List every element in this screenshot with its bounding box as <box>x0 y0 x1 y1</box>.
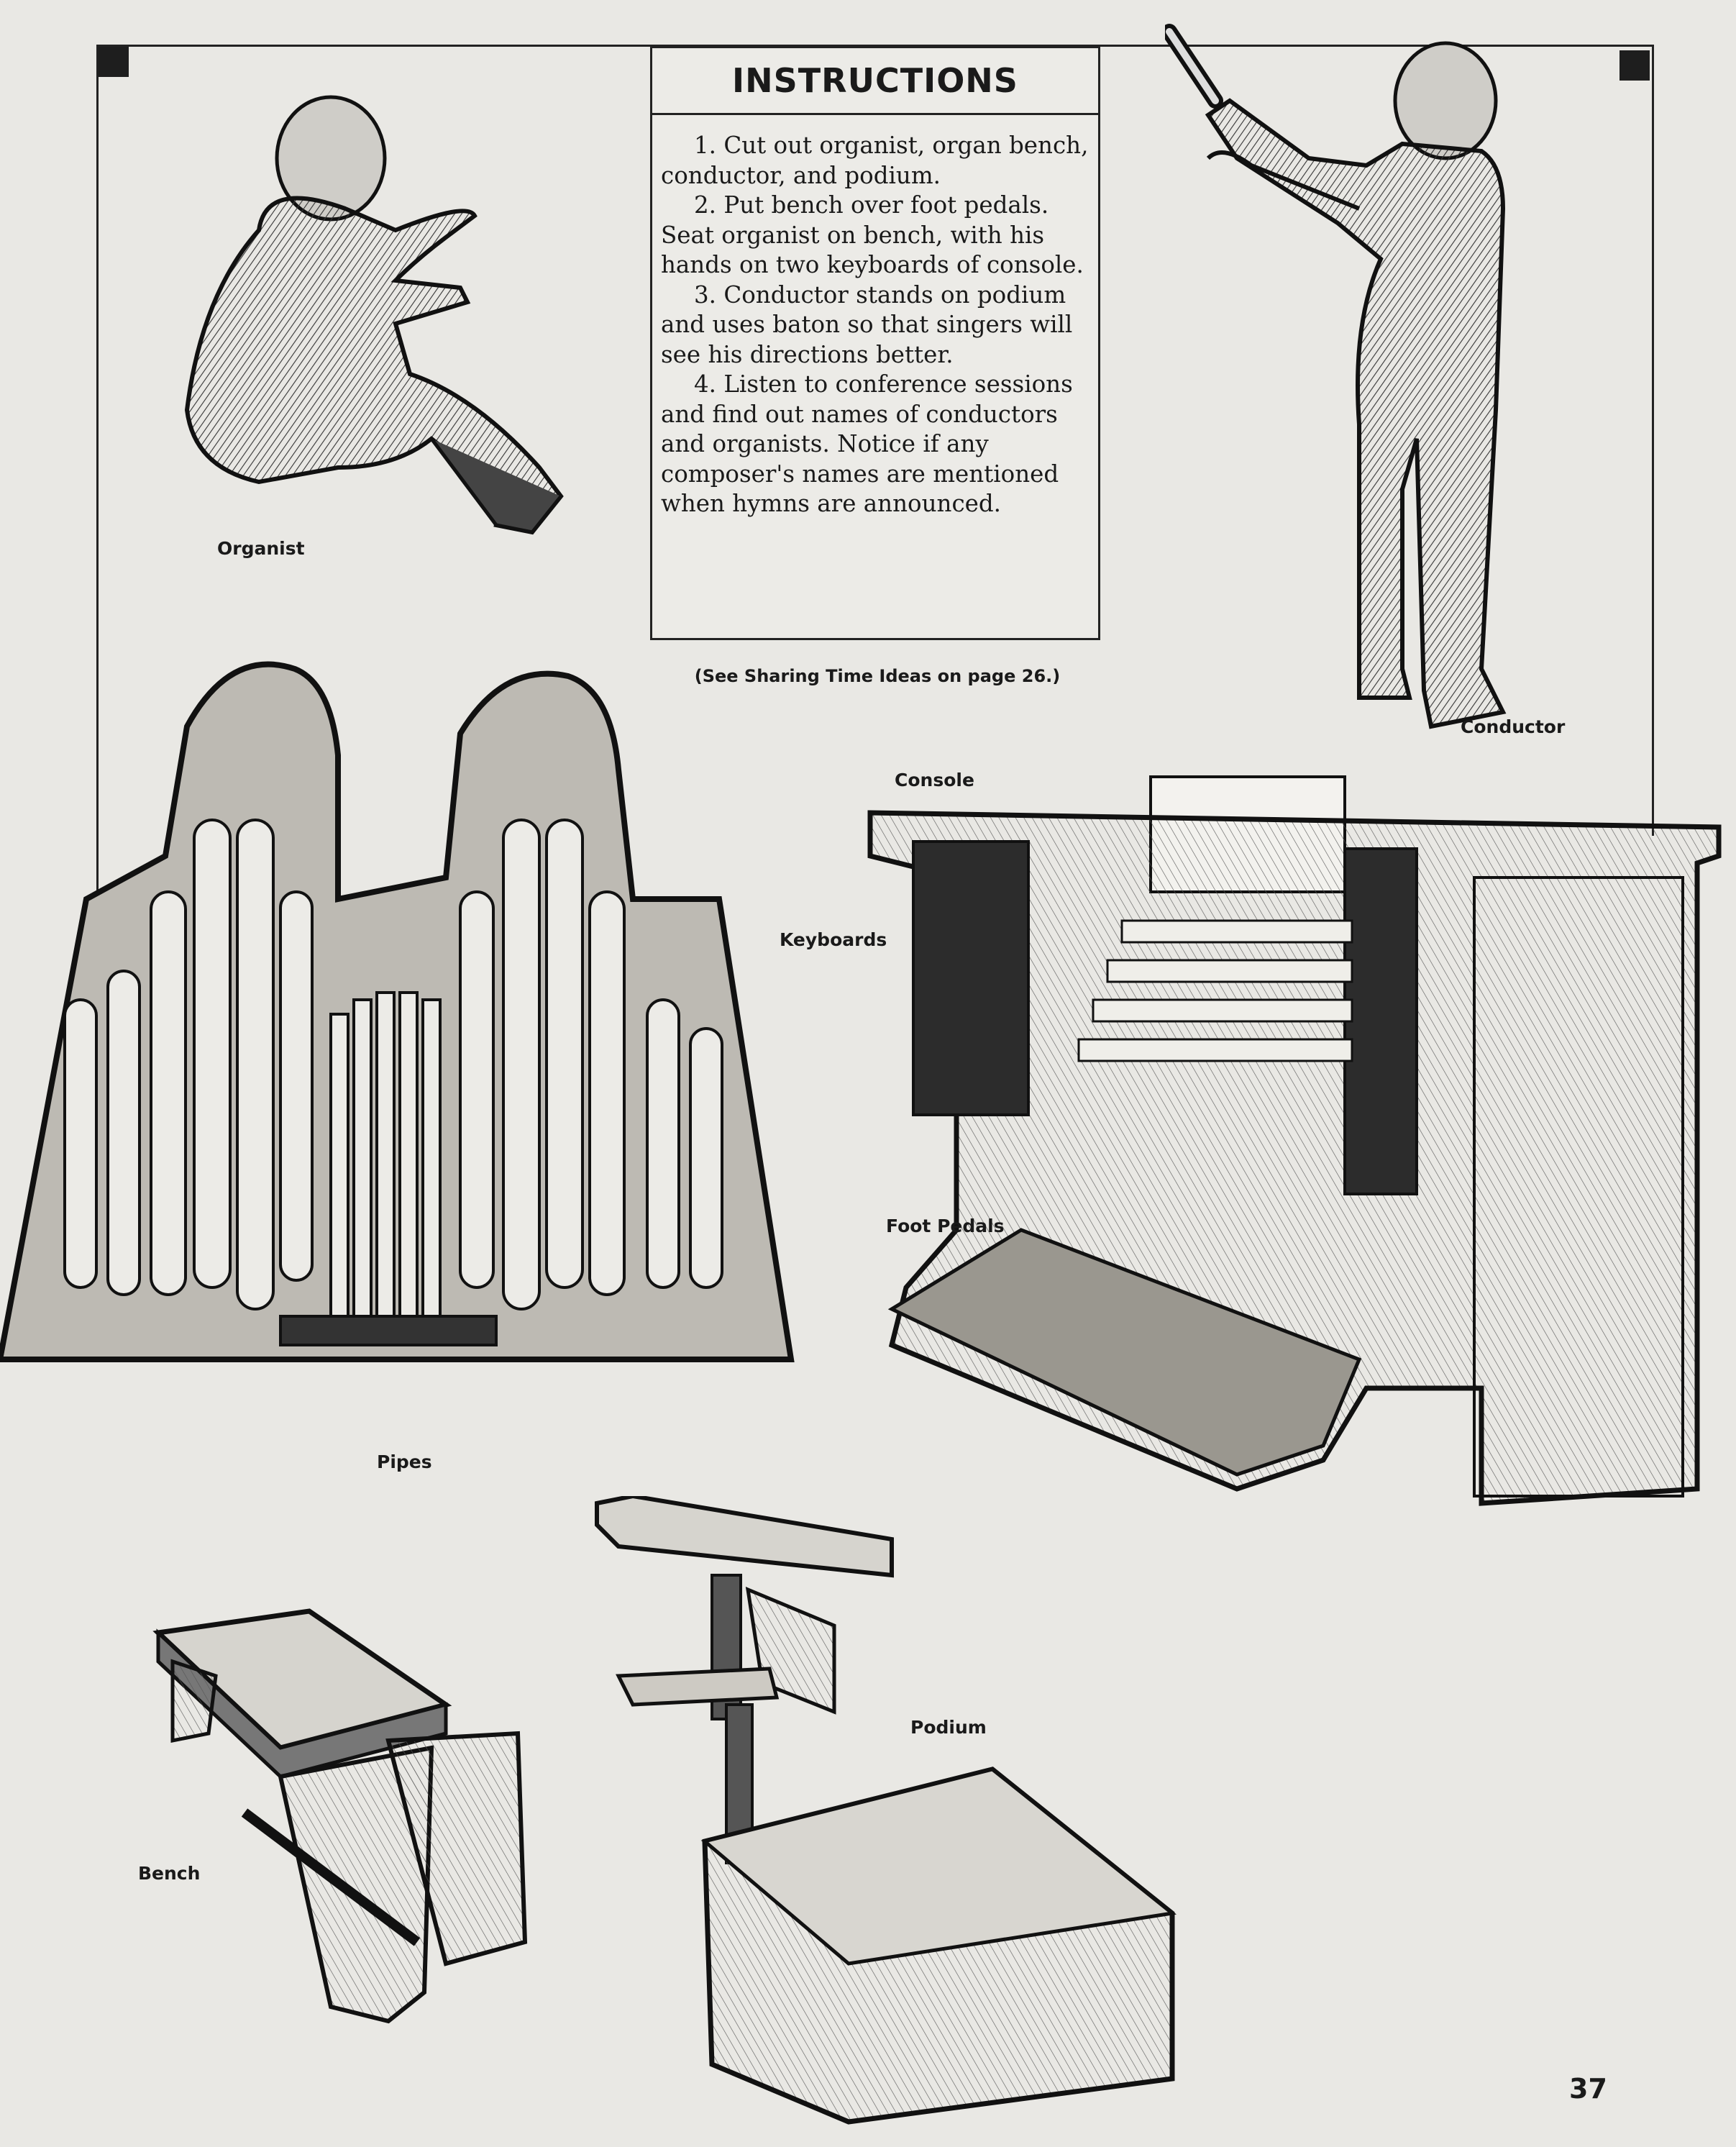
corner-mark-right <box>1619 50 1650 81</box>
instructions-box <box>650 46 1100 640</box>
label-keyboards: Keyboards <box>780 929 887 950</box>
label-console: Console <box>895 770 974 790</box>
sharing-time-note: (See Sharing Time Ideas on page 26.) <box>694 666 1061 686</box>
podium-illustration <box>590 1496 1179 2143</box>
corner-mark-left <box>99 47 129 77</box>
label-foot-pedals: Foot Pedals <box>886 1216 1005 1236</box>
instruction-item: 2. Put bench over foot pedals. Seat organist on bench, with his hands on two keyboards of console. <box>661 191 1084 278</box>
organist-illustration <box>158 65 604 597</box>
instruction-item: 3. Conductor stands on podium and uses baton so that singers will see his directions better. <box>661 281 1073 368</box>
label-bench: Bench <box>138 1863 201 1884</box>
conductor-illustration <box>1165 22 1568 741</box>
console-illustration <box>863 770 1726 1561</box>
label-pipes: Pipes <box>377 1451 432 1472</box>
instruction-item: 4. Listen to conference sessions and find out names of conductors and organists. Notice if any composer's names are mentioned when hymns are announced. <box>661 370 1073 517</box>
label-organist: Organist <box>217 538 305 559</box>
instruction-item: 1. Cut out organist, organ bench, conductor, and podium. <box>661 132 1089 189</box>
bench-illustration <box>144 1604 547 2050</box>
page-number: 37 <box>1569 2073 1607 2105</box>
instructions-list <box>652 115 1098 519</box>
pipes-illustration <box>0 640 798 1446</box>
label-conductor: Conductor <box>1461 716 1566 737</box>
instructions-title: INSTRUCTIONS <box>652 48 1098 115</box>
frame-right-line <box>1652 45 1654 836</box>
label-podium: Podium <box>910 1717 987 1738</box>
